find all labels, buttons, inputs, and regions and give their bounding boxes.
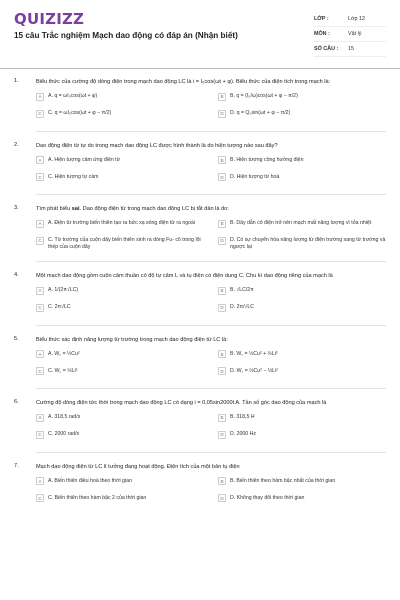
- question-number: 7.: [14, 462, 19, 469]
- option-letter: B: [218, 93, 226, 101]
- option-text: C. Từ trường của cuộn dây biến thiên sinh ra dòng Fu- cô trong lõi thép của cuộn dây: [48, 237, 201, 250]
- options: [36, 156, 386, 184]
- option-letter: B: [218, 414, 226, 422]
- meta-table: [314, 12, 386, 57]
- option-letter: A: [36, 477, 44, 485]
- option-text: D. 2000 Hz: [230, 431, 256, 437]
- option-text: C. Hiện tượng tự cảm: [48, 173, 99, 180]
- meta-row-grade: [314, 12, 386, 27]
- options: [36, 477, 386, 505]
- option-letter: C: [36, 110, 44, 118]
- question-text: Dao động điện từ tự do trong mạch dao động LC được hình thành là do hiện tượng nào sau đây?: [36, 142, 278, 149]
- question-text: Một mạch dao động gồm cuộn cảm thuần có độ tự cảm L và tụ điện có điện dung C. Chu kì dao động riêng của mạch là: [36, 273, 333, 279]
- options: [36, 414, 386, 442]
- option-b[interactable]: [218, 156, 386, 167]
- question-2: [0, 142, 400, 196]
- question-number: 3.: [14, 205, 19, 211]
- question-4: [0, 272, 400, 326]
- options: [36, 220, 386, 252]
- option-text: B. Dây dẫn có điện trở nên mạch mất năng lượng vì tỏa nhiệt: [230, 220, 372, 226]
- option-letter: C: [36, 367, 44, 375]
- option-a[interactable]: [36, 220, 204, 231]
- question-number: 6.: [14, 399, 19, 405]
- option-a[interactable]: [36, 156, 204, 167]
- option-letter: C: [36, 494, 44, 502]
- question-text-emphasis: sai: [71, 206, 80, 212]
- option-a[interactable]: [36, 287, 204, 298]
- meta-value: Vật lý: [348, 31, 362, 37]
- option-d[interactable]: [218, 110, 386, 121]
- meta-key: MÔN :: [314, 31, 330, 37]
- option-c[interactable]: [36, 237, 204, 252]
- option-c[interactable]: [36, 367, 204, 378]
- option-text: A. Hiện tượng cảm ứng điện từ: [48, 156, 121, 163]
- question-number: 1.: [14, 78, 19, 84]
- option-text: A. 318,5 rad/s: [48, 414, 81, 420]
- question-list: [0, 78, 400, 505]
- question-1: [0, 78, 400, 132]
- option-b[interactable]: [218, 414, 386, 425]
- option-letter: A: [36, 156, 44, 164]
- option-a[interactable]: [36, 350, 204, 361]
- meta-value: 15: [348, 46, 354, 52]
- option-text: C. 2000 rad/s: [48, 431, 80, 437]
- option-d[interactable]: [218, 237, 386, 252]
- option-letter: B: [218, 350, 226, 358]
- option-a[interactable]: [36, 477, 204, 488]
- option-b[interactable]: [218, 287, 386, 298]
- question-separator: [36, 194, 386, 195]
- option-text: D. Không thay đổi theo thời gian: [230, 494, 305, 501]
- question-5: [0, 336, 400, 390]
- option-letter: D: [218, 367, 226, 375]
- option-b[interactable]: [218, 477, 386, 488]
- option-c[interactable]: [36, 110, 204, 121]
- option-letter: D: [218, 173, 226, 181]
- worksheet-title: 15 câu Trắc nghiệm Mạch dao động có đáp án (Nhận biết): [14, 31, 238, 40]
- option-text: B. 318,5 H: [230, 414, 255, 420]
- option-text: A. Điện từ trường biến thiên tạo ra bức xạ sóng điện từ ra ngoài: [48, 220, 196, 226]
- header-divider: [0, 68, 400, 69]
- option-d[interactable]: [218, 304, 386, 315]
- question-separator: [36, 452, 386, 453]
- option-letter: A: [36, 287, 44, 295]
- option-d[interactable]: [218, 494, 386, 505]
- question-separator: [36, 325, 386, 326]
- question-separator: [36, 261, 386, 262]
- option-d[interactable]: [218, 367, 386, 378]
- option-letter: A: [36, 414, 44, 422]
- option-text: D. 2π/√LC: [230, 304, 255, 310]
- meta-key: SỐ CÂU :: [314, 46, 339, 52]
- option-b[interactable]: [218, 220, 386, 231]
- meta-key: LỚP :: [314, 16, 329, 22]
- option-letter: A: [36, 350, 44, 358]
- option-text: B. √LC/2π: [230, 287, 254, 293]
- option-letter: D: [218, 494, 226, 502]
- option-text: A. W꜀ = ½Cu²: [48, 350, 80, 357]
- question-separator: [36, 131, 386, 132]
- option-text: D. Có sự chuyển hóa năng lượng từ điện trường sang từ trường và ngược lại: [230, 237, 386, 250]
- question-text: Cường độ dòng điện tức thời trong mạch dao động LC có dạng i = 0,05sin2000t A. Tần số góc dao động của mạch là: [36, 400, 327, 406]
- option-c[interactable]: [36, 304, 204, 315]
- option-text: C. q = ωI₀cos(ωt + φ − π/2): [48, 110, 112, 116]
- option-text: D. q = Q₀sin(ωt + φ − π/2): [230, 110, 291, 116]
- option-text: B. W꜀ = ½Cu² + ½Li²: [230, 350, 278, 357]
- option-letter: C: [36, 173, 44, 181]
- meta-row-count: [314, 42, 386, 57]
- option-text: A. 1/(2π√LC): [48, 287, 79, 293]
- option-text: B. q = (I₀/ω)cos(ωt + φ − π/2): [230, 93, 298, 99]
- question-text: Biểu thức của cường độ dòng điện trong mạch dao động LC là i = I₀cos(ωt + φ). Biểu thức của điện tích trong mạch là:: [36, 79, 331, 85]
- option-text: A. Biến thiên điều hoà theo thời gian: [48, 477, 132, 484]
- option-text: D. W꜀ = ½Cu² − ½Li²: [230, 367, 278, 374]
- option-letter: B: [218, 220, 226, 228]
- question-3: [0, 205, 400, 262]
- option-letter: D: [218, 431, 226, 439]
- question-text-end: . Dao động điện từ trong mạch dao động LC bị tắt dần là do:: [79, 206, 229, 212]
- option-c[interactable]: [36, 173, 204, 184]
- option-d[interactable]: [218, 431, 386, 442]
- question-number: 2.: [14, 141, 19, 148]
- option-text: A. q = ωI₀cos(ωt + φ): [48, 93, 98, 99]
- question-number: 5.: [14, 335, 19, 342]
- question-6: [0, 399, 400, 453]
- options: [36, 93, 386, 121]
- options: [36, 287, 386, 315]
- option-c[interactable]: [36, 494, 204, 505]
- option-b[interactable]: [218, 93, 386, 104]
- option-letter: C: [36, 431, 44, 439]
- option-letter: D: [218, 304, 226, 312]
- question-separator: [36, 388, 386, 389]
- option-letter: A: [36, 93, 44, 101]
- meta-row-subject: [314, 27, 386, 42]
- header: [0, 0, 400, 62]
- meta-value: Lớp 12: [348, 16, 366, 22]
- quizizz-logo[interactable]: QUIZIZZ: [14, 10, 85, 28]
- option-text: B. Biến thiên theo hàm bậc nhất của thời gian: [230, 477, 336, 484]
- question-text-start: Tìm phát biểu: [36, 206, 72, 212]
- option-letter: B: [218, 156, 226, 164]
- option-text: C. W꜀ = ½Li²: [48, 367, 78, 374]
- question-7: [0, 463, 400, 506]
- options: [36, 350, 386, 378]
- option-letter: D: [218, 237, 226, 245]
- question-number: 4.: [14, 272, 19, 278]
- option-letter: B: [218, 477, 226, 485]
- option-text: C. 2π√LC: [48, 304, 71, 310]
- option-letter: B: [218, 287, 226, 295]
- question-text: [36, 205, 386, 214]
- option-c[interactable]: [36, 431, 204, 442]
- question-text: Mạch dao động điện từ LC lí tưởng đang hoạt động. Điện tích của một bản tụ điện: [36, 463, 240, 470]
- option-text: D. Hiện tượng từ hoá: [230, 173, 280, 180]
- option-letter: A: [36, 220, 44, 228]
- option-d[interactable]: [218, 173, 386, 184]
- option-letter: C: [36, 304, 44, 312]
- option-letter: C: [36, 237, 44, 245]
- option-text: B. Hiện tượng cộng hưởng điện: [230, 156, 304, 163]
- option-text: C. Biến thiên theo hàm bậc 2 của thời gian: [48, 494, 147, 501]
- option-a[interactable]: [36, 93, 204, 104]
- option-letter: D: [218, 110, 226, 118]
- question-text: Biểu thức xác định năng lượng từ trường trong mạch dao động điện từ LC là:: [36, 336, 228, 343]
- option-a[interactable]: [36, 414, 204, 425]
- option-b[interactable]: [218, 350, 386, 361]
